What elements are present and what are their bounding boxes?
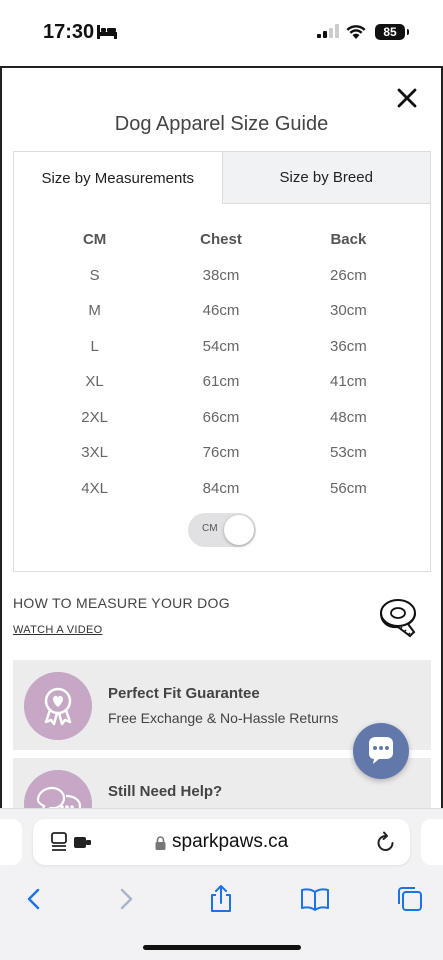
measuring-tape-icon <box>378 596 420 640</box>
back-cell: 41cm <box>330 373 367 391</box>
header-unit: CM <box>82 231 107 249</box>
toggle-knob <box>224 515 254 545</box>
close-icon[interactable] <box>395 86 419 110</box>
table-row <box>14 364 430 400</box>
tabs-icon[interactable] <box>395 884 425 914</box>
table-row <box>14 471 430 507</box>
size-cell: XL <box>85 373 104 391</box>
table-row <box>14 435 430 471</box>
chat-icon <box>353 723 409 779</box>
chest-cell: 66cm <box>202 408 240 426</box>
lock-icon <box>155 836 166 850</box>
unit-toggle[interactable] <box>188 513 256 547</box>
header-back: Back <box>330 231 367 249</box>
card-title: Perfect Fit Guarantee <box>108 685 260 702</box>
signal-icon <box>317 24 339 38</box>
browser-toolbar <box>0 880 443 960</box>
back-cell: 36cm <box>330 337 367 355</box>
chest-cell: 54cm <box>202 337 240 355</box>
measure-heading: HOW TO MEASURE YOUR DOG <box>13 595 230 611</box>
status-bar <box>0 0 443 66</box>
reload-icon[interactable] <box>376 831 396 853</box>
wifi-icon <box>346 24 366 39</box>
unit-toggle-label: CM <box>202 523 218 534</box>
back-icon[interactable] <box>18 884 48 914</box>
address-bar[interactable] <box>33 819 410 865</box>
size-cell: S <box>89 266 100 284</box>
status-time: 17:30 <box>43 21 95 43</box>
reader-mode-icon[interactable] <box>51 832 95 852</box>
table-row <box>14 258 430 294</box>
table-header-row <box>14 222 430 258</box>
size-cell: 2XL <box>81 408 108 426</box>
size-guide-panel <box>13 151 431 572</box>
back-cell: 53cm <box>330 444 367 462</box>
back-cell: 26cm <box>330 266 367 284</box>
battery-indicator: 85 <box>375 24 405 40</box>
chest-cell: 61cm <box>202 373 240 391</box>
back-cell: 56cm <box>330 479 367 497</box>
chest-cell: 76cm <box>202 444 240 462</box>
chest-cell: 46cm <box>202 302 240 320</box>
chest-cell: 38cm <box>202 266 240 284</box>
browser-url-area <box>0 808 443 880</box>
back-cell: 48cm <box>330 408 367 426</box>
next-tab-peek[interactable] <box>421 819 443 865</box>
card-title: Still Need Help? <box>108 783 223 800</box>
size-table <box>14 222 430 506</box>
award-heart-icon <box>24 672 92 740</box>
chat-bubbles-icon <box>24 770 92 808</box>
modal-title: Dog Apparel Size Guide <box>114 113 329 135</box>
back-cell: 30cm <box>330 302 367 320</box>
bookmarks-icon[interactable] <box>300 884 330 914</box>
tab-bar <box>14 152 430 204</box>
table-row <box>14 329 430 365</box>
previous-tab-peek[interactable] <box>0 819 22 865</box>
bed-icon <box>97 25 117 39</box>
header-chest: Chest <box>200 231 242 249</box>
share-icon[interactable] <box>206 884 236 914</box>
chat-launcher-button[interactable] <box>353 723 409 779</box>
table-row <box>14 293 430 329</box>
size-guide-modal <box>0 66 443 808</box>
home-indicator <box>143 945 301 950</box>
table-row <box>14 400 430 436</box>
size-cell: M <box>88 302 101 320</box>
url-text: sparkpaws.ca <box>172 831 289 852</box>
size-cell: 4XL <box>81 479 108 497</box>
tab-size-by-measurements[interactable]: Size by Measurements <box>14 152 222 204</box>
tab-size-by-breed[interactable]: Size by Breed <box>222 152 431 204</box>
forward-icon[interactable] <box>112 884 142 914</box>
card-subtitle: Free Exchange & No-Hassle Returns <box>108 710 339 726</box>
size-cell: 3XL <box>81 444 108 462</box>
chest-cell: 84cm <box>202 479 240 497</box>
size-cell: L <box>90 337 99 355</box>
watch-video-link[interactable]: WATCH A VIDEO <box>13 624 103 636</box>
